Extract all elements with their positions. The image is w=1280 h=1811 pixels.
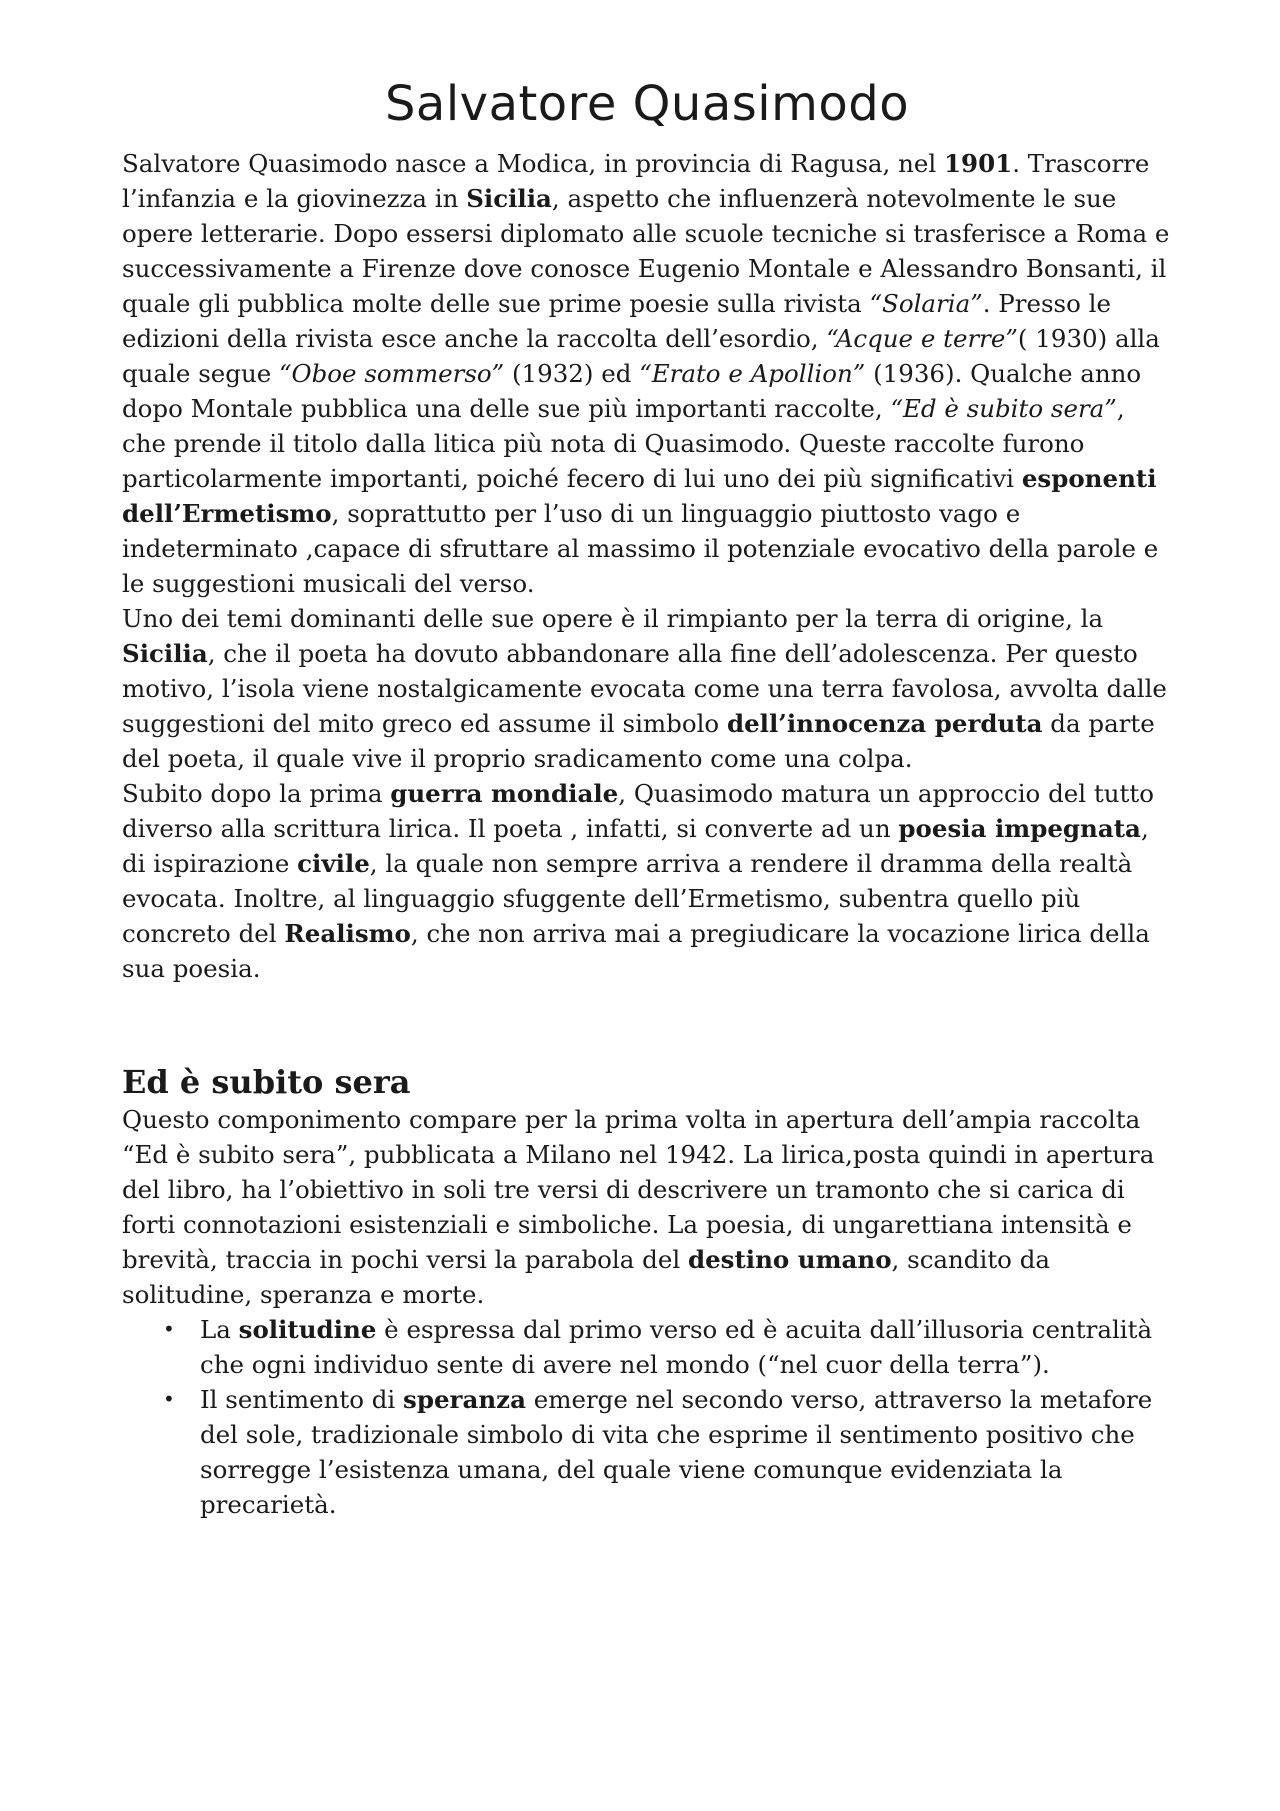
text-run: Il sentimento di bbox=[200, 1385, 404, 1414]
text-run: emerge nel secondo verso, attraverso la metafore del sole, tradizionale simbolo di vita che esprime il sentimento positivo che sorregge l’esistenza umana, del quale viene comunque evidenziata la precarietà. bbox=[200, 1385, 1153, 1519]
text-run: (1936). Qualche anno dopo Montale pubblica una delle sue più importanti raccolte, bbox=[122, 359, 1142, 423]
term-destino-umano: destino umano bbox=[687, 1245, 892, 1274]
text-run: . Presso le edizioni della rivista esce anche la raccolta dell’esordio, bbox=[122, 289, 1111, 353]
text-run: , che il poeta ha dovuto abbandonare alla fine dell’adolescenza. Per questo motivo, l’isola viene nostalgicamente evocata come una terra favolosa, avvolta dalle suggestioni del mito greco ed assume il simbolo bbox=[122, 639, 1167, 738]
bullet-icon: • bbox=[163, 1317, 175, 1341]
text-run: da parte del poeta, il quale vive il proprio sradicamento come una colpa. bbox=[122, 709, 1155, 773]
term-civile: civile bbox=[297, 849, 370, 878]
document-body bbox=[122, 68, 1172, 1522]
bullet-list bbox=[122, 1312, 1172, 1522]
work-title-ed-e-subito-sera: “Ed è subito sera” bbox=[890, 394, 1117, 423]
text-run: , che prende il titolo dalla litica più nota di Quasimodo. Queste raccolte furono particolarmente importanti, poiché fecero di lui uno dei più significativi bbox=[122, 394, 1125, 493]
list-item bbox=[122, 1312, 1172, 1382]
term-solitudine: solitudine bbox=[238, 1315, 377, 1344]
text-run: (1932) ed bbox=[504, 359, 640, 388]
text-run: , di ispirazione bbox=[122, 814, 1149, 878]
term-poesia-impegnata: poesia impegnata bbox=[898, 814, 1141, 843]
term-realismo: Realismo bbox=[284, 919, 411, 948]
birth-year: 1901 bbox=[943, 149, 1013, 178]
text-run: Salvatore Quasimodo nasce a Modica, in provincia di Ragusa, nel bbox=[122, 149, 944, 178]
bio-paragraph-1 bbox=[122, 146, 1172, 601]
text-run: , la quale non sempre arriva a rendere il dramma della realtà evocata. Inoltre, al linguaggio sfuggente dell’Ermetismo, subentra quello più concreto del bbox=[122, 849, 1133, 948]
text-run: . Trascorre l’infanzia e la giovinezza in bbox=[122, 149, 1150, 213]
term-innocenza-perduta: dell’innocenza perduta bbox=[726, 709, 1043, 738]
text-run: , scandito da solitudine, speranza e morte. bbox=[122, 1245, 1050, 1309]
text-run: , aspetto che influenzerà notevolmente le sue opere letterarie. Dopo essersi diplomato alle scuole tecniche si trasferisce a Roma e successivamente a Firenze dove conosce Eugenio Montale e Alessandro Bonsanti, il quale gli pubblica molte delle sue prime poesie sulla rivista bbox=[122, 184, 1170, 318]
term-sicilia: Sicilia bbox=[122, 639, 208, 668]
text-run: è espressa dal primo verso ed è acuita dall’illusoria centralità che ogni individuo sente di avere nel mondo (“nel cuor della terra”). bbox=[200, 1315, 1153, 1379]
bullet-icon: • bbox=[163, 1387, 175, 1411]
text-run: Questo componimento compare per la prima volta in apertura dell’ampia raccolta “Ed è subito sera”, pubblicata a Milano nel 1942. La lirica,posta quindi in apertura del libro, ha l’obiettivo in soli tre versi di descrivere un tramonto che si carica di forti connotazioni esistenziali e simboliche. La poesia, di ungarettiana intensità e brevità, traccia in pochi versi la parabola del bbox=[122, 1105, 1155, 1274]
text-run: , Quasimodo matura un approccio del tutto diverso alla scrittura lirica. Il poeta , infatti, si converte ad un bbox=[122, 779, 1154, 843]
text-run: , soprattutto per l’uso di un linguaggio piuttosto vago e indeterminato ,capace di sfruttare al massimo il potenziale evocativo della parole e le suggestioni musicali del verso. bbox=[122, 499, 1159, 598]
term-ermetismo: esponenti dell’Ermetismo bbox=[122, 464, 1157, 528]
document-title: Salvatore Quasimodo bbox=[384, 76, 910, 132]
section-heading: Ed è subito sera bbox=[122, 1063, 411, 1101]
text-run: Subito dopo la prima bbox=[122, 779, 391, 808]
text-run: La bbox=[200, 1315, 239, 1344]
term-sicilia: Sicilia bbox=[466, 184, 552, 213]
term-speranza: speranza bbox=[403, 1385, 526, 1414]
text-run: Uno dei temi dominanti delle sue opere è il rimpianto per la terra di origine, la bbox=[122, 604, 1104, 633]
work-title-oboe-sommerso: “Oboe sommerso” bbox=[279, 359, 505, 388]
text-run: , che non arriva mai a pregiudicare la vocazione lirica della sua poesia. bbox=[122, 919, 1150, 983]
section-intro-paragraph bbox=[122, 1102, 1172, 1312]
text-run: ( 1930) alla quale segue bbox=[122, 324, 1160, 388]
bio-paragraph-3 bbox=[122, 776, 1172, 986]
list-item bbox=[122, 1382, 1172, 1522]
work-title-acque-e-terre: “Acque e terre” bbox=[826, 324, 1018, 353]
work-title-solaria: “Solaria” bbox=[869, 289, 983, 318]
work-title-erato-e-apollion: “Erato e Apollion” bbox=[639, 359, 866, 388]
term-guerra-mondiale: guerra mondiale bbox=[390, 779, 619, 808]
bio-paragraph-2 bbox=[122, 601, 1172, 776]
